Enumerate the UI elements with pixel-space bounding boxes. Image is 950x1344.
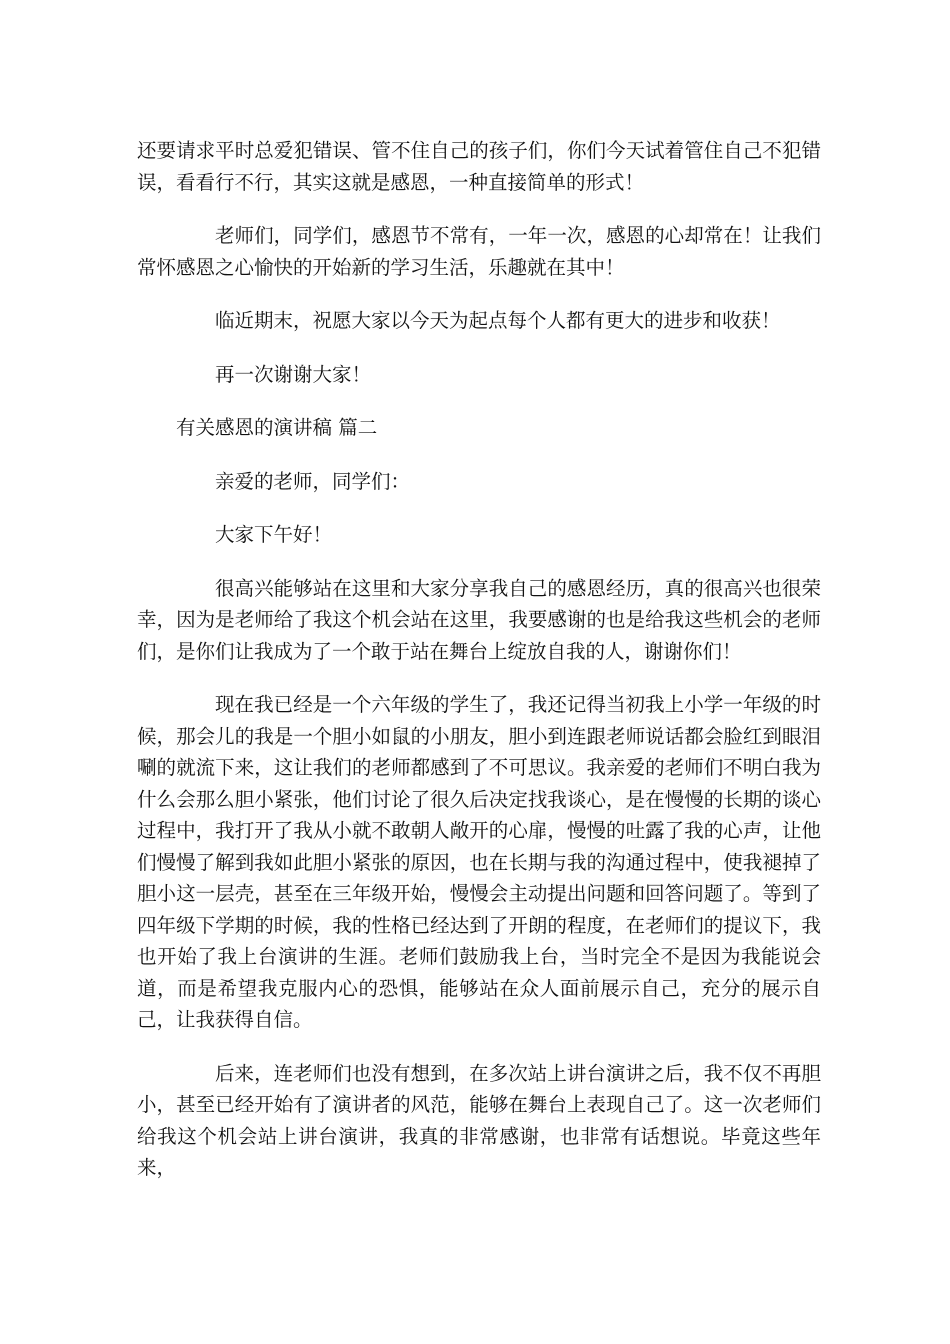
paragraph-1: 还要请求平时总爱犯错误、管不住自己的孩子们，你们今天试着管住自己不犯错误，看看行不行，其实这就是感恩，一种直接简单的形式！ <box>137 139 821 194</box>
document-body <box>137 135 821 1206</box>
section-heading: 有关感恩的演讲稿 篇二 <box>176 416 378 439</box>
salutation: 亲爱的老师，同学们： <box>215 469 411 493</box>
paragraph-5: 很高兴能够站在这里和大家分享我自己的感恩经历，真的很高兴也很荣幸，因为是老师给了我这个机会站在这里，我要感谢的也是给我这些机会的老师们，是你们让我成为了一个敢于站在舞台上绽放自我的人，谢谢你们！ <box>137 576 821 663</box>
paragraph-3: 临近期末，祝愿大家以今天为起点每个人都有更大的进步和收获！ <box>215 309 781 332</box>
greeting: 大家下午好！ <box>215 523 333 546</box>
paragraph-6: 现在我已经是一个六年级的学生了，我还记得当初我上小学一年级的时候，那会儿的我是一个胆小如鼠的小朋友，胆小到连跟老师说话都会脸红到眼泪唰的就流下来，这让我们的老师都感到了不可思议。我亲爱的老师们不明白我为什么会那么胆小紧张，他们讨论了很久后决定找我谈心，是在慢慢的长期的谈心过程中，我打开了我从小就不敢朝人敞开的心扉，慢慢的吐露了我的心声，让他们慢慢了解到我如此胆小紧张的原因，也在长期与我的沟通过程中，使我褪掉了胆小这一层壳，甚至在三年级开始，慢慢会主动提出问题和回答问题了。等到了四年级下学期的时候，我的性格已经达到了开朗的程度，在老师们的提议下，我也开始了我上台演讲的生涯。老师们鼓励我上台，当时完全不是因为我能说会道，而是希望我克服内心的恐惧，能够站在众人面前展示自己，充分的展示自己，让我获得自信。 <box>137 693 821 1031</box>
paragraph-7: 后来，连老师们也没有想到，在多次站上讲台演讲之后，我不仅不再胆小，甚至已经开始有了演讲者的风范，能够在舞台上表现自己了。这一次老师们给我这个机会站上讲台演讲，我真的非常感谢，也非常有话想说。毕竟这些年来， <box>137 1061 821 1179</box>
paragraph-4: 再一次谢谢大家！ <box>215 362 372 386</box>
paragraph-2: 老师们，同学们，感恩节不常有，一年一次，感恩的心却常在！让我们常怀感恩之心愉快的开始新的学习生活，乐趣就在其中！ <box>137 224 821 279</box>
